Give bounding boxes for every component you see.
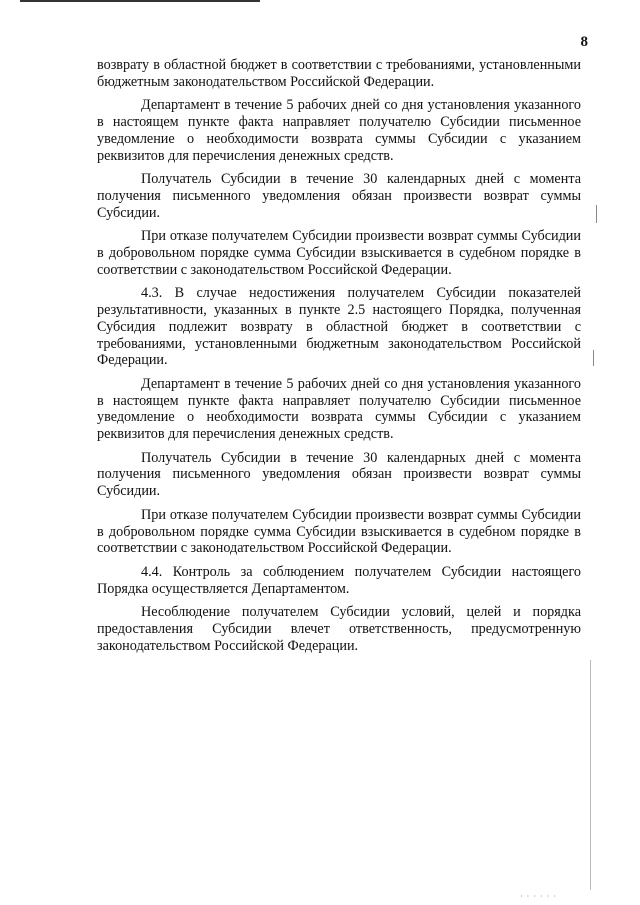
paragraph-10: Несоблюдение получателем Субсидии условий, целей и порядка предоставления Субсидии влечет ответственность, предусмотренную законодательством Российской Федерации.: [97, 604, 581, 654]
scan-mark: [596, 205, 597, 223]
paragraph-8: При отказе получателем Субсидии произвести возврат суммы Субсидии в добровольном порядке сумма Субсидии взыскивается в судебном порядке в соответствии с законодательством Российской Федерации.: [97, 506, 581, 557]
scan-dots: · · · · · ·: [520, 892, 557, 901]
page-number: 8: [580, 34, 588, 50]
paragraph-4: При отказе получателем Субсидии произвести возврат суммы Субсидии в добровольном порядке сумма Субсидии взыскивается в судебном порядке в соответствии с законодательством Российской Федерации.: [97, 228, 581, 278]
paragraph-2: Департамент в течение 5 рабочих дней со дня установления указанного в настоящем пункте факта направляет получателю Субсидии письменное уведомление о необходимости возврата суммы Субсидии с указанием реквизитов для перечисления денежных средств.: [97, 97, 581, 164]
paragraph-5: 4.3. В случае недостижения получателем Субсидии показателей результативности, указанных в пункте 2.5 настоящего Порядка, полученная Субсидия подлежит возврату в областной бюджет в соответствии с требованиями, установленными бюджетным законодательством Российской Федерации.: [97, 285, 581, 369]
paragraph-6: Департамент в течение 5 рабочих дней со дня установления указанного в настоящем пункте факта направляет получателю Субсидии письменное уведомление о необходимости возврата суммы Субсидии с указанием реквизитов для перечисления денежных средств.: [97, 375, 581, 443]
scan-edge-line: [590, 660, 591, 890]
paragraph-1: возврату в областной бюджет в соответствии с требованиями, установленными бюджетным законодательством Российской Федерации.: [97, 57, 581, 90]
paragraph-9: 4.4. Контроль за соблюдением получателем Субсидии настоящего Порядка осуществляется Департаментом.: [97, 563, 581, 597]
paragraph-3: Получатель Субсидии в течение 30 календарных дней с момента получения письменного уведомления обязан произвести возврат суммы Субсидии.: [97, 171, 581, 221]
document-body: [97, 57, 581, 662]
paragraph-7: Получатель Субсидии в течение 30 календарных дней с момента получения письменного уведомления обязан произвести возврат суммы Субсидии.: [97, 449, 581, 500]
scan-mark: [593, 350, 594, 366]
top-border-line: [20, 0, 260, 2]
